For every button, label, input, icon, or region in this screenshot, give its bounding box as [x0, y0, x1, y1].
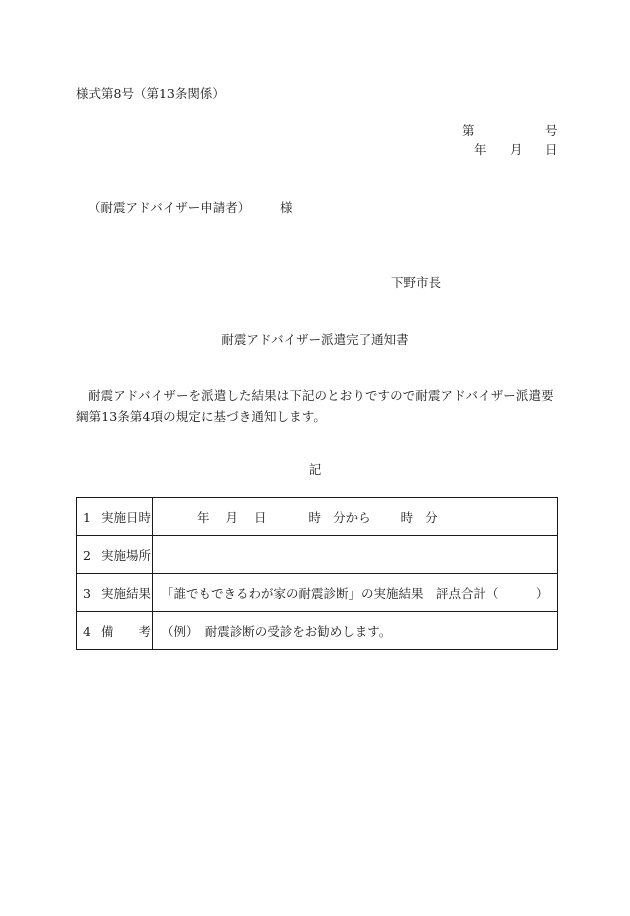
row-label — [77, 498, 153, 536]
table-row-place — [77, 536, 558, 574]
remarks-cell: （例） 耐震診断の受診をお勧めします。 — [153, 612, 558, 650]
minute-end-label: 分 — [425, 509, 438, 525]
hour-end-label: 時 — [400, 509, 414, 525]
hour-label: 時 — [308, 509, 322, 525]
result-cell: 「誰でもできるわが家の耐震診断」の実施結果 評点合計（ ） — [153, 574, 558, 612]
addressee-honorific: 様 — [280, 200, 293, 215]
form-number: 様式第8号（第13条関係） — [76, 86, 225, 101]
date-month-label: 月 — [510, 142, 523, 157]
row-label-text: 実施結果 — [101, 585, 152, 601]
date-year-label: 年 — [474, 142, 487, 157]
issue-number-suffix: 号 — [545, 123, 558, 138]
year-label: 年 — [197, 509, 210, 525]
row-number: 1 — [83, 509, 91, 525]
table-row-remarks — [77, 612, 558, 650]
table-row-date — [77, 498, 558, 536]
day-label: 日 — [254, 509, 267, 525]
date-day-label: 日 — [545, 142, 558, 157]
minute-from-label: 分から — [333, 509, 371, 525]
table-row-result — [77, 574, 558, 612]
date-time-cell — [153, 498, 558, 536]
row-number: 4 — [83, 623, 91, 639]
addressee-role: （耐震アドバイザー申請者） — [88, 200, 251, 215]
row-label — [77, 536, 153, 574]
row-label-text: 実施日時 — [101, 509, 152, 525]
ki-heading: 記 — [308, 462, 322, 477]
row-number: 2 — [83, 547, 91, 563]
month-label: 月 — [225, 509, 239, 525]
body-paragraph: 耐震アドバイザーを派遣した結果は下記のとおりですので耐震アドバイザー派遣要綱第13条第4項の規定に基づき通知します。 — [76, 388, 554, 424]
place-cell — [153, 536, 558, 574]
issue-number-label: 第 — [462, 123, 475, 138]
row-label-text: 備 考 — [101, 623, 152, 639]
row-label — [77, 612, 153, 650]
row-number: 3 — [83, 585, 91, 601]
detail-table — [76, 497, 558, 650]
row-label-text: 実施場所 — [101, 547, 152, 563]
row-label — [77, 574, 153, 612]
document-title: 耐震アドバイザー派遣完了通知書 — [221, 332, 409, 347]
issuer-name: 下野市長 — [391, 275, 442, 290]
